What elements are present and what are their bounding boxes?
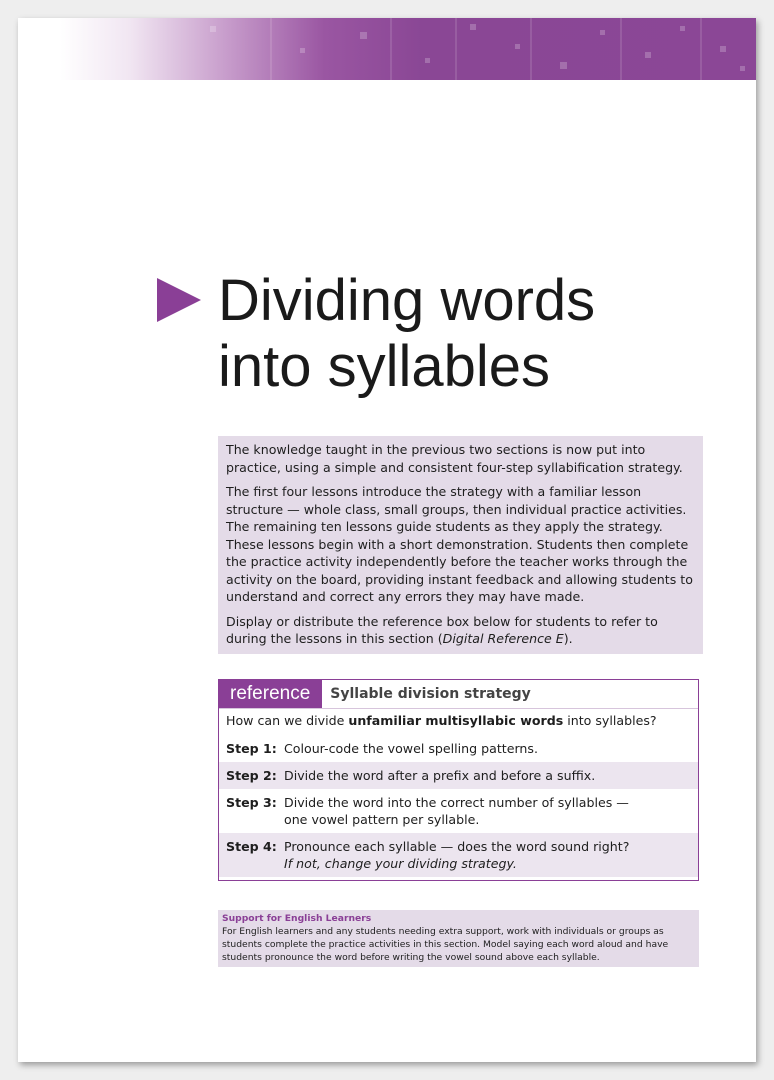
strategy-step-1 (219, 735, 698, 762)
support-heading: Support for English Learners (222, 913, 372, 924)
question-text-start: How can we divide (226, 713, 349, 728)
support-panel (218, 910, 699, 967)
step-text-line: Colour-code the vowel spelling patterns. (284, 741, 538, 756)
reference-header (219, 680, 698, 709)
page-title (218, 268, 738, 400)
step-text (284, 740, 538, 757)
strategy-step-4 (219, 833, 698, 877)
step-label: Step 2: (226, 768, 277, 783)
reference-question (219, 709, 698, 735)
step-text (284, 767, 595, 784)
step-text-line: If not, change your dividing strategy. (284, 856, 517, 871)
reference-tag: reference (219, 680, 322, 708)
step-text (284, 838, 629, 872)
document-page (18, 18, 756, 1062)
question-emphasis: unfamiliar multisyllabic words (348, 713, 564, 728)
step-text-line: Divide the word into the correct number of syllables — (284, 795, 629, 810)
reference-title: Syllable division strategy (330, 686, 531, 702)
step-text (284, 794, 629, 828)
support-body: For English learners and any students needing extra support, work with individuals or groups as students complete the practice activities in this section. Model saying each word aloud and have students pronounce the word before writing the vowel sound above each syllable. (222, 926, 669, 963)
question-text-end: into syllables? (563, 713, 657, 728)
step-text-line: one vowel pattern per syllable. (284, 812, 480, 827)
intro-panel (218, 436, 703, 654)
strategy-step-2 (219, 762, 698, 789)
page-title-line-2: into syllables (218, 334, 551, 399)
step-label: Step 3: (226, 795, 277, 810)
intro-paragraph-1: The knowledge taught in the previous two sections is now put into practice, using a simple and consistent four-step syllabification strategy. (226, 442, 683, 475)
section-arrow-icon (157, 278, 201, 322)
strategy-step-3 (219, 789, 698, 833)
page-title-line-1: Dividing words (218, 268, 596, 333)
header-banner (60, 18, 756, 80)
step-text-line: Pronounce each syllable — does the word sound right? (284, 839, 630, 854)
step-label: Step 4: (226, 839, 277, 854)
step-label: Step 1: (226, 741, 277, 756)
intro-paragraph-3-text: Display or distribute the reference box below for students to refer to during the lessons in this section ( (226, 613, 658, 646)
intro-paragraph-3-end: ). (563, 631, 573, 646)
intro-paragraph-2: The first four lessons introduce the strategy with a familiar lesson structure — whole class, small groups, then individual practice activities. The remaining ten lessons guide students as they apply the strategy. These lessons begin with a short demonstration. Students then complete the practice activity independently before the teacher works through the activity on the board, providing instant feedback and allowing students to understand and correct any errors they may have made. (226, 484, 693, 604)
digital-reference-name: Digital Reference E (442, 631, 564, 646)
reference-box (218, 679, 699, 881)
intro-paragraph-3 (226, 613, 695, 648)
step-text-line: Divide the word after a prefix and before a suffix. (284, 768, 596, 783)
